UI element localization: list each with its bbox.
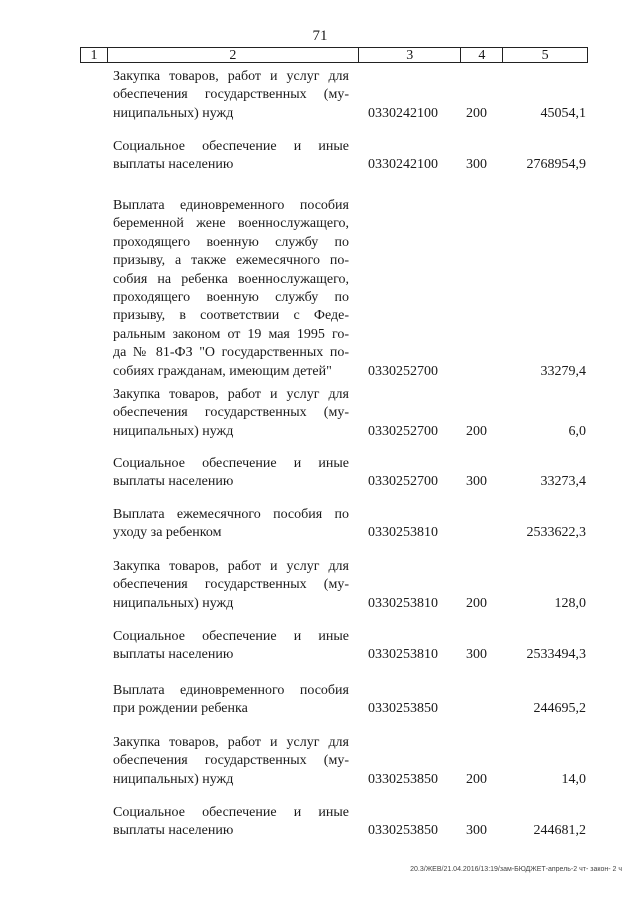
row-amount: 2768954,9 <box>526 157 586 173</box>
row-description <box>113 734 349 789</box>
row-description <box>113 197 349 381</box>
row-expense-kind: 200 <box>466 595 487 611</box>
description-line: Закупка товаров, работ и услуг для <box>113 69 349 84</box>
row-target-code: 0330242100 <box>368 157 438 173</box>
row-target-code: 0330253850 <box>368 701 438 717</box>
row-expense-kind: 200 <box>466 423 487 439</box>
description-line: обеспечения государственных (му- <box>113 87 349 103</box>
description-line: Выплата единовременного пособия <box>113 198 349 213</box>
row-expense-kind: 200 <box>466 105 487 121</box>
description-line: ральным законом от 19 мая 1995 го- <box>113 326 349 342</box>
row-expense-kind: 300 <box>466 823 487 839</box>
row-expense-kind: 300 <box>466 474 487 490</box>
description-line: призыву, в соответствии с Феде- <box>113 308 349 324</box>
row-description <box>113 804 349 841</box>
row-description <box>113 455 349 492</box>
description-line: выплаты населению <box>113 647 234 663</box>
description-line: собиях гражданам, имеющим детей" <box>113 363 332 379</box>
description-line: да № 81-ФЗ "О государственных по- <box>113 345 349 361</box>
description-line: ниципальных) нужд <box>113 105 234 121</box>
footer-stamp: 20.3/ЖЕВ/21.04.2016/13:19/зам-БЮДЖЕТ-апрель-2 чт- закон- 2 ч <box>410 866 622 873</box>
description-line: обеспечения государственных (му- <box>113 753 349 769</box>
description-line: проходящего военную службу по <box>113 234 349 250</box>
description-line: выплаты населению <box>113 474 234 490</box>
description-line: уходу за ребенком <box>113 525 222 541</box>
description-line: призыву, а также ежемесячного по- <box>113 253 349 269</box>
row-target-code: 0330253850 <box>368 823 438 839</box>
row-expense-kind: 200 <box>466 771 487 787</box>
row-amount: 33273,4 <box>540 474 586 490</box>
description-line: проходящего военную службу по <box>113 290 349 306</box>
header-col-5: 5 <box>541 48 549 63</box>
description-line: Социальное обеспечение и иные <box>113 456 349 471</box>
row-amount: 6,0 <box>568 423 586 439</box>
row-description <box>113 558 349 613</box>
row-amount: 33279,4 <box>540 363 586 379</box>
row-description <box>113 386 349 441</box>
row-amount: 14,0 <box>561 771 586 787</box>
description-line: выплаты населению <box>113 823 234 839</box>
row-description <box>113 506 349 543</box>
description-line: Социальное обеспечение и иные <box>113 139 349 154</box>
row-target-code: 0330253850 <box>368 771 438 787</box>
page-number: 71 <box>312 28 328 44</box>
row-target-code: 0330253810 <box>368 647 438 663</box>
row-amount: 45054,1 <box>540 105 586 121</box>
description-line: ниципальных) нужд <box>113 423 234 439</box>
row-amount: 2533494,3 <box>526 647 586 663</box>
description-line: обеспечения государственных (му- <box>113 577 349 593</box>
row-description <box>113 628 349 665</box>
description-line: беременной жене военнослужащего, <box>113 216 349 232</box>
row-target-code: 0330252700 <box>368 474 438 490</box>
row-target-code: 0330252700 <box>368 363 438 379</box>
row-amount: 244681,2 <box>533 823 586 839</box>
row-expense-kind: 300 <box>466 647 487 663</box>
description-line: Закупка товаров, работ и услуг для <box>113 735 349 750</box>
description-line: Выплата единовременного пособия <box>113 683 349 698</box>
row-description <box>113 68 349 123</box>
row-target-code: 0330253810 <box>368 595 438 611</box>
description-line: Выплата ежемесячного пособия по <box>113 507 349 522</box>
description-line: Социальное обеспечение и иные <box>113 629 349 644</box>
row-target-code: 0330242100 <box>368 105 438 121</box>
description-line: ниципальных) нужд <box>113 595 234 611</box>
header-col-2: 2 <box>108 48 359 62</box>
description-line: собия на ребенка военнослужащего, <box>113 271 349 287</box>
row-amount: 128,0 <box>554 595 586 611</box>
description-line: Социальное обеспечение и иные <box>113 805 349 820</box>
description-line: обеспечения государственных (му- <box>113 405 349 421</box>
row-target-code: 0330252700 <box>368 423 438 439</box>
row-description <box>113 138 349 175</box>
description-line: выплаты населению <box>113 157 234 173</box>
description-line: при рождении ребенка <box>113 701 248 717</box>
row-target-code: 0330253810 <box>368 525 438 541</box>
header-col-3: 3 <box>359 48 462 62</box>
row-expense-kind: 300 <box>466 157 487 173</box>
header-col-1: 1 <box>81 48 108 62</box>
header-col-4: 4 <box>461 48 503 62</box>
description-line: Закупка товаров, работ и услуг для <box>113 559 349 574</box>
description-line: Закупка товаров, работ и услуг для <box>113 387 349 402</box>
row-amount: 244695,2 <box>533 701 586 717</box>
row-description <box>113 682 349 719</box>
description-line: ниципальных) нужд <box>113 771 234 787</box>
row-amount: 2533622,3 <box>526 525 586 541</box>
